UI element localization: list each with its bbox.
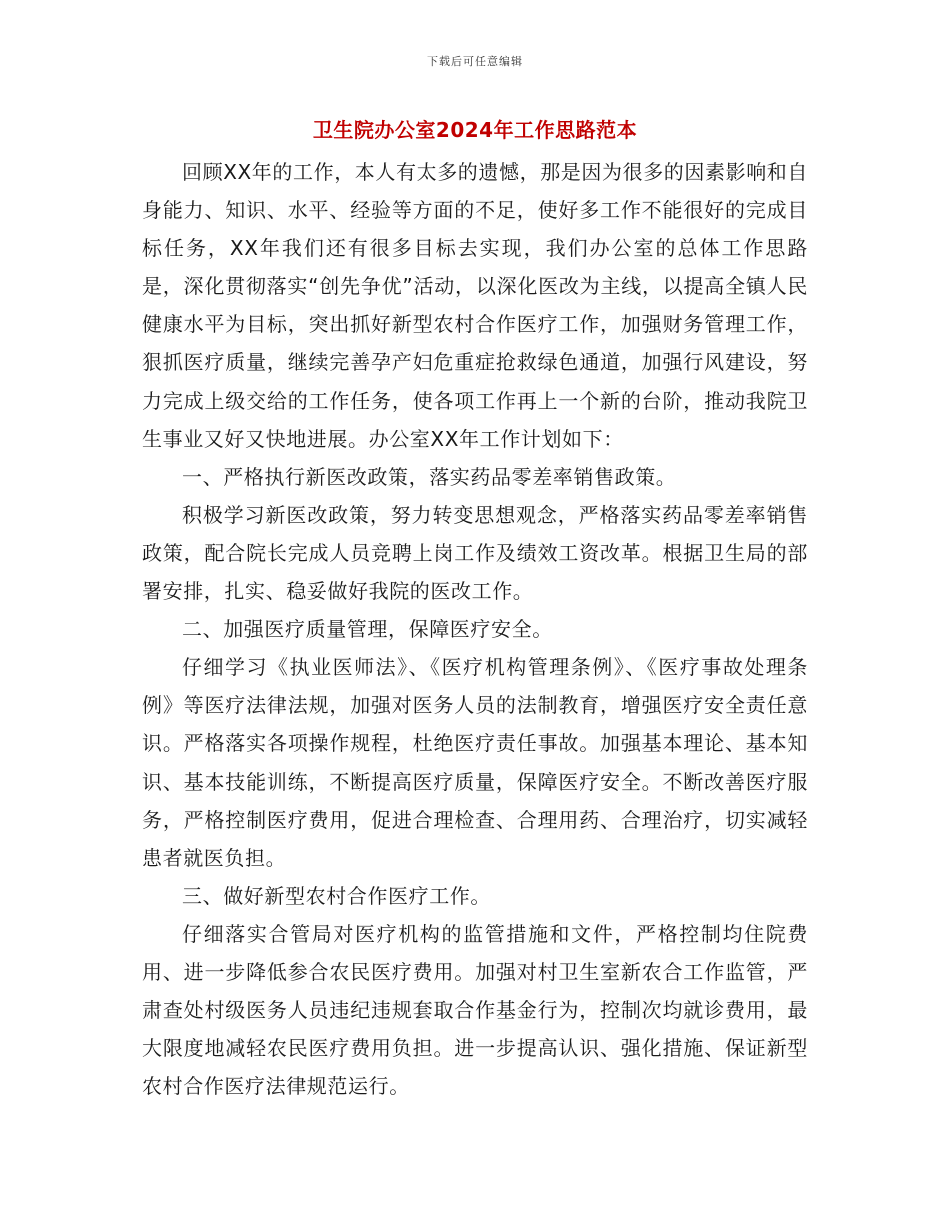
paragraph-intro: 回顾XX年的工作，本人有太多的遗憾，那是因为很多的因素影响和自身能力、知识、水平、经验等方面的不足，使好多工作不能很好的完成目标任务，XX年我们还有很多目标去实现，我们办公室的总体工作思路是，深化贯彻落实“创先争优”活动，以深化医改为主线，以提高全镇人民健康水平为目标，突出抓好新型农村合作医疗工作，加强财务管理工作，狠抓医疗质量，继续完善孕产妇危重症抢救绿色通道，加强行风建设，努力完成上级交给的工作任务，使各项工作再上一个新的台阶，推动我院卫生事业又好又快地进展。办公室XX年工作计划如下： [142, 160, 809, 451]
section-heading-1: 一、严格执行新医改政策，落实药品零差率销售政策。 [182, 464, 677, 489]
header-note: 下载后可任意编辑 [427, 55, 523, 68]
paragraph-section-3: 仔细落实合管局对医疗机构的监管措施和文件，严格控制均住院费用、进一步降低参合农民医疗费用。加强对村卫生室新农合工作监管，严肃查处村级医务人员违纪违规套取合作基金行为，控制次均就诊费用，最大限度地减轻农民医疗费用负担。进一步提高认识、强化措施、保证新型农村合作医疗法律规范运行。 [142, 921, 808, 1099]
paragraph-section-1: 积极学习新医改政策，努力转变思想观念，严格落实药品零差率销售政策，配合院长完成人员竞聘上岗工作及绩效工资改革。根据卫生局的部署安排，扎实、稳妥做好我院的医改工作。 [142, 502, 808, 604]
document-body [142, 153, 808, 1105]
section-heading-2: 二、加强医疗质量管理，保障医疗安全。 [182, 617, 553, 642]
document-title: 卫生院办公室2024年工作思路范本 [312, 118, 638, 142]
section-heading-3: 三、做好新型农村合作医疗工作。 [182, 883, 491, 908]
paragraph-section-2: 仔细学习《执业医师法》、《医疗机构管理条例》、《医疗事故处理条例》等医疗法律法规，加强对医务人员的法制教育，增强医疗安全责任意识。严格落实各项操作规程，杜绝医疗责任事故。加强基本理论、基本知识、基本技能训练，不断提高医疗质量，保障医疗安全。不断改善医疗服务，严格控制医疗费用，促进合理检查、合理用药、合理治疗，切实减轻患者就医负担。 [142, 655, 808, 870]
